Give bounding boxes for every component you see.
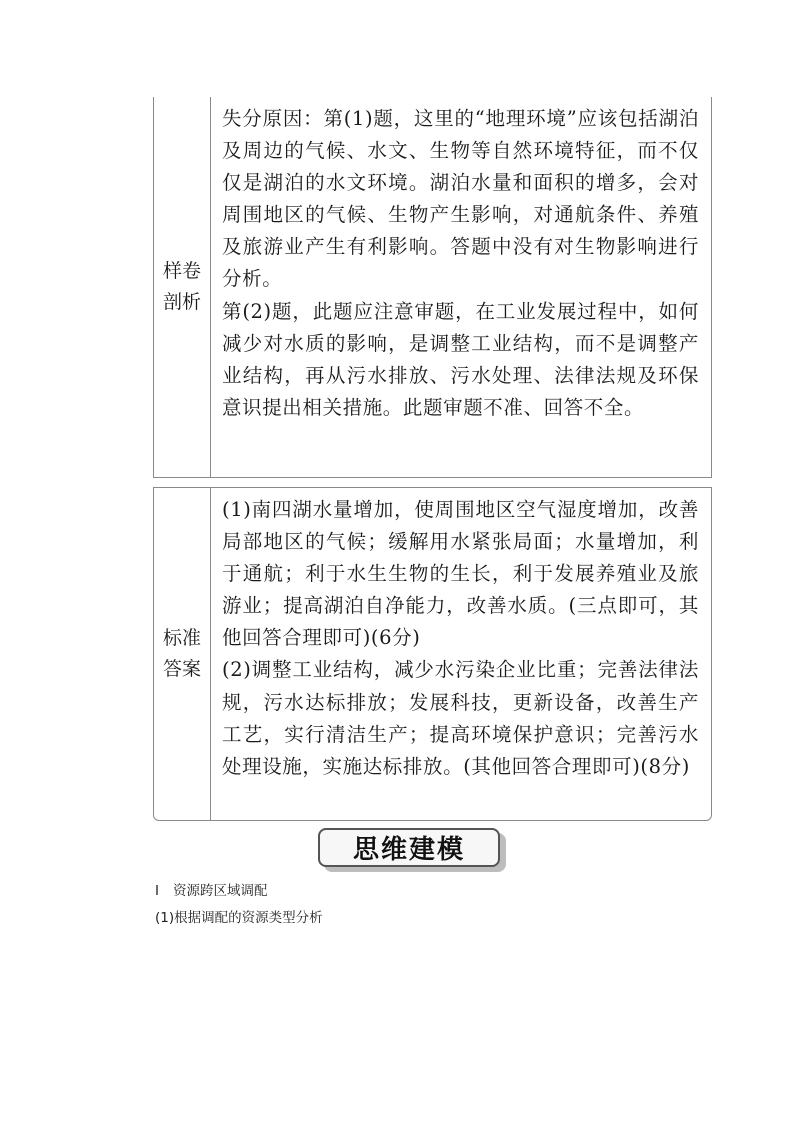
- answer-paragraph-1: (1)南四湖水量增加，使周围地区空气湿度增加，改善局部地区的气候；缓解用水紧张局面；水量增加，利于通航；利于水生生物的生长，利于发展养殖业及旅游业；提高湖泊自净能力，改善水质。(三点即可，其他回答合理即可)(6分): [222, 498, 699, 650]
- analysis-content: [222, 103, 699, 424]
- analysis-label-cell: [154, 97, 211, 477]
- section-number: Ⅰ: [155, 883, 159, 899]
- analysis-table-row: [153, 97, 712, 478]
- section-title: 资源跨区域调配: [172, 883, 268, 899]
- banner-title: 思维建模: [352, 835, 465, 865]
- analysis-paragraph-1: 失分原因：第(1)题，这里的“地理环境”应该包括湖泊及周边的气候、水文、生物等自然环境特征，而不仅仅是湖泊的水文环境。湖泊水量和面积的增多，会对周围地区的气候、生物产生影响，对通航条件、养殖及旅游业产生有利影响。答题中没有对生物影响进行分析。: [222, 107, 699, 291]
- section-banner: [318, 828, 506, 872]
- banner-face: [318, 828, 500, 867]
- answer-paragraph-2: (2)调整工业结构，减少水污染企业比重；完善法律法规，污水达标排放；发展科技，更新设备，改善生产工艺，实行清洁生产；提高环境保护意识；完善污水处理设施，实施达标排放。(其他回答合理即可)(8分): [222, 658, 699, 778]
- section-heading: [155, 879, 267, 899]
- answer-content: [222, 494, 699, 783]
- analysis-label: 样卷剖析: [162, 260, 201, 313]
- section-subtitle: (1)根据调配的资源类型分析: [155, 910, 323, 926]
- answer-table-row: [153, 487, 712, 821]
- analysis-paragraph-2: 第(2)题，此题应注意审题，在工业发展过程中，如何减少对水质的影响，是调整工业结构，而不是调整产业结构，再从污水排放、污水处理、法律法规及环保意识提出相关措施。此题审题不准、回答不全。: [222, 299, 699, 419]
- answer-label-cell: [154, 488, 211, 820]
- answer-label: 标准答案: [162, 627, 201, 680]
